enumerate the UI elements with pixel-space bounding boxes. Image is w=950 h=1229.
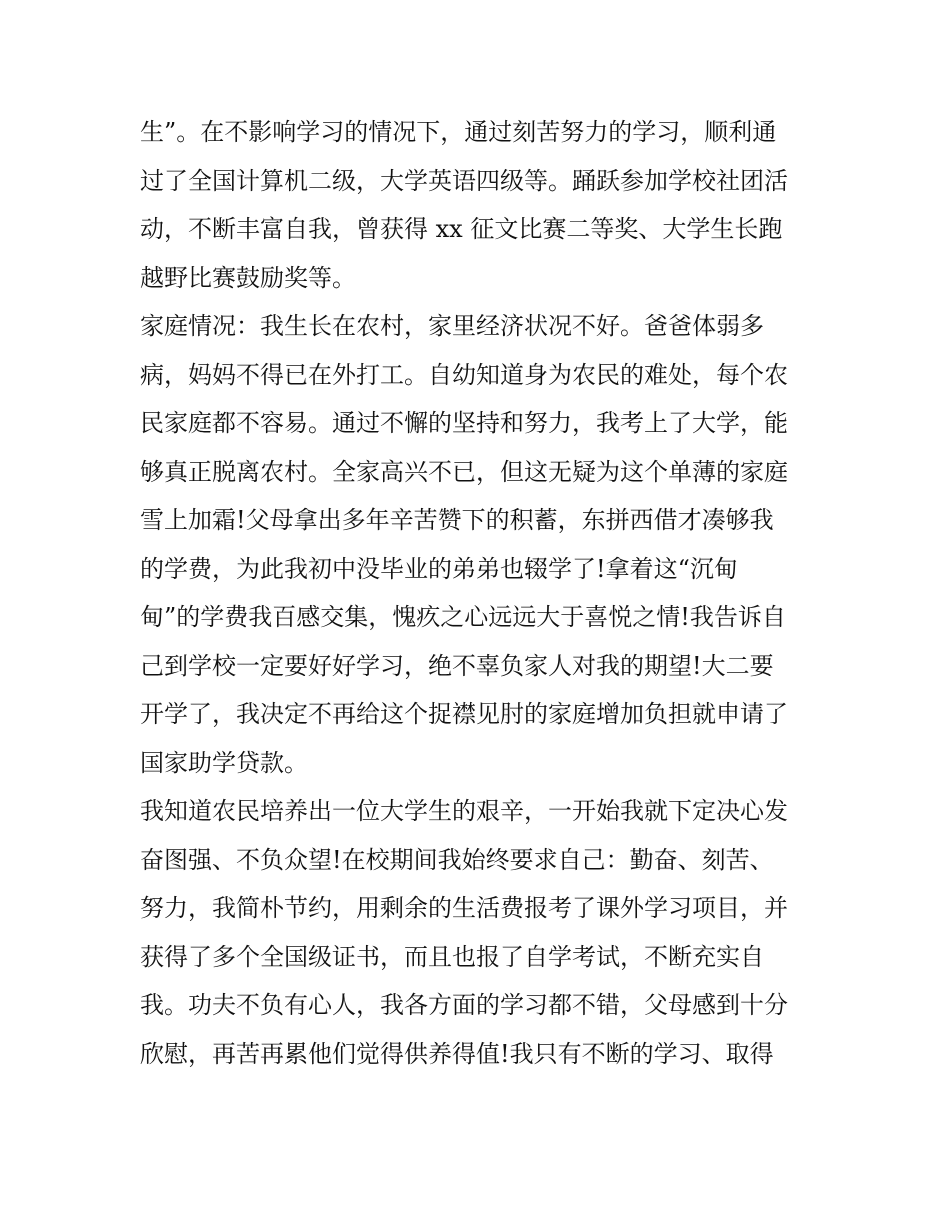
text-line: 的学费，为此我初中没毕业的弟弟也辍学了!拿着这“沉甸 <box>140 554 738 583</box>
text-line: 越野比赛鼓励奖等。 <box>140 263 356 292</box>
text-line: 欣慰，再苦再累他们觉得供养得值!我只有不断的学习、取得 <box>140 1039 774 1068</box>
text-line: 病，妈妈不得已在外打工。自幼知道身为农民的难处，每个农 <box>140 360 788 389</box>
text-line: 国家助学贷款。 <box>140 748 308 777</box>
text-line: 民家庭都不容易。通过不懈的坚持和努力，我考上了大学，能 <box>140 409 788 437</box>
text-line: 雪上加霜!父母拿出多年辛苦赞下的积蓄，东拼西借才凑够我 <box>140 506 774 534</box>
text-line: 动，不断丰富自我，曾获得 xx 征文比赛二等奖、大学生长跑 <box>140 215 783 243</box>
text-line: 己到学校一定要好好学习，绝不辜负家人对我的期望!大二要 <box>140 651 774 680</box>
body-text <box>140 108 820 1078</box>
text-line: 努力，我简朴节约，用剩余的生活费报考了课外学习项目，并 <box>140 894 788 922</box>
text-line: 开学了，我决定不再给这个捉襟见肘的家庭增加负担就申请了 <box>140 700 788 728</box>
text-line: 甸”的学费我百感交集，愧疚之心远远大于喜悦之情!我告诉自 <box>140 603 786 631</box>
text-line: 我知道农民培养出一位大学生的艰辛，一开始我就下定决心发 <box>140 797 788 825</box>
text-line: 够真正脱离农村。全家高兴不已，但这无疑为这个单薄的家庭 <box>140 457 788 486</box>
text-line: 家庭情况：我生长在农村，家里经济状况不好。爸爸体弱多 <box>140 312 764 340</box>
text-line: 奋图强、不负众望!在校期间我始终要求自己：勤奋、刻苦、 <box>140 845 774 874</box>
text-line: 获得了多个全国级证书，而且也报了自学考试，不断充实自 <box>140 942 764 971</box>
text-line: 过了全国计算机二级，大学英语四级等。踊跃参加学校社团活 <box>140 166 788 195</box>
text-line: 生”。在不影响学习的情况下，通过刻苦努力的学习，顺利通 <box>140 118 777 146</box>
text-line: 我。功夫不负有心人，我各方面的学习都不错，父母感到十分 <box>140 991 788 1019</box>
